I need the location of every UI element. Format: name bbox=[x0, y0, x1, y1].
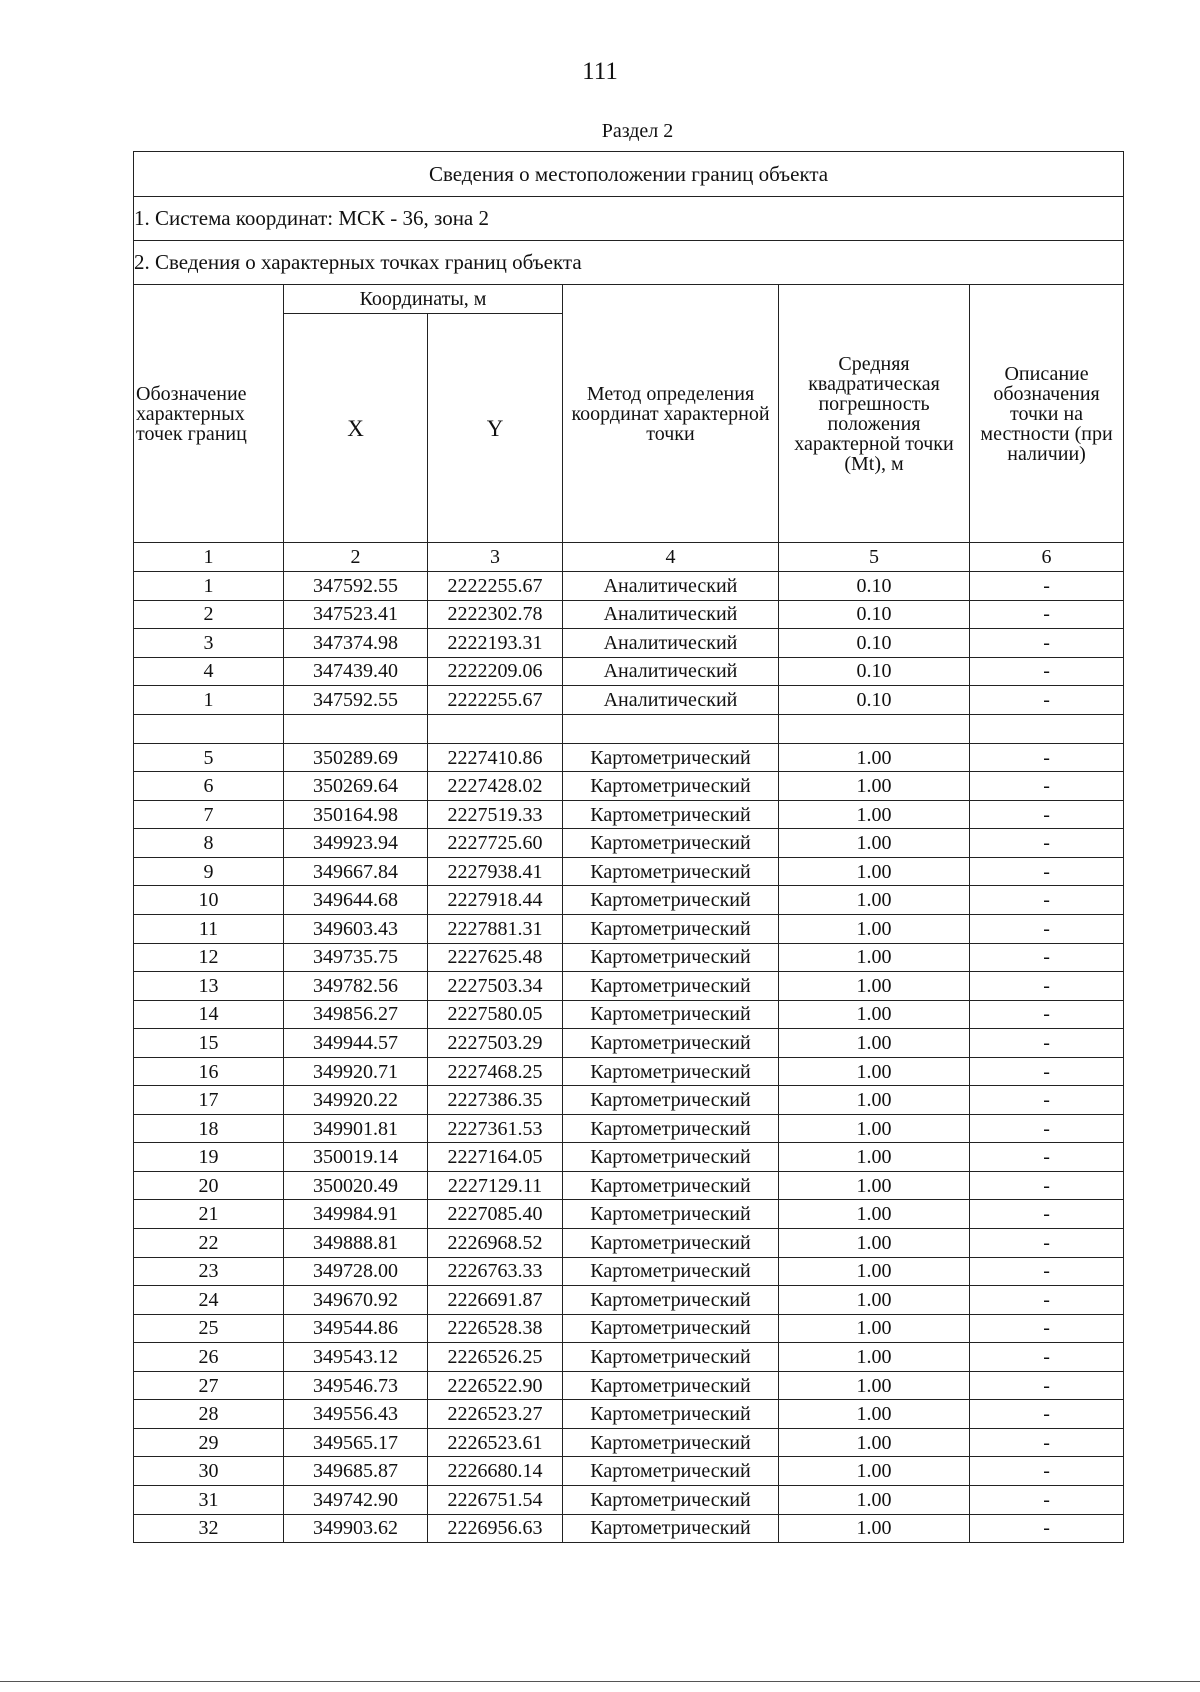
table-row bbox=[134, 800, 1124, 829]
method-cell: Картометрический bbox=[563, 857, 779, 886]
point-number-cell: 24 bbox=[134, 1286, 284, 1315]
description-cell: - bbox=[970, 1485, 1124, 1514]
method-cell: Картометрический bbox=[563, 943, 779, 972]
point-number-cell: 6 bbox=[134, 772, 284, 801]
x-cell: 347592.55 bbox=[284, 686, 428, 715]
error-cell: 1.00 bbox=[779, 1514, 970, 1543]
error-cell: 0.10 bbox=[779, 686, 970, 715]
error-cell: 1.00 bbox=[779, 743, 970, 772]
table-row bbox=[134, 1314, 1124, 1343]
method-cell: Картометрический bbox=[563, 1200, 779, 1229]
y-cell: 2226523.27 bbox=[428, 1400, 563, 1429]
table-row bbox=[134, 1143, 1124, 1172]
method-cell: Картометрический bbox=[563, 1257, 779, 1286]
error-cell: 1.00 bbox=[779, 1057, 970, 1086]
x-cell: 349782.56 bbox=[284, 972, 428, 1001]
x-cell: 350019.14 bbox=[284, 1143, 428, 1172]
empty-cell bbox=[428, 714, 563, 743]
error-cell: 1.00 bbox=[779, 1171, 970, 1200]
x-cell: 349888.81 bbox=[284, 1229, 428, 1258]
error-cell: 1.00 bbox=[779, 1457, 970, 1486]
point-number-cell: 17 bbox=[134, 1086, 284, 1115]
error-cell: 1.00 bbox=[779, 829, 970, 858]
method-cell: Картометрический bbox=[563, 1428, 779, 1457]
x-cell: 347374.98 bbox=[284, 629, 428, 658]
point-number-cell: 13 bbox=[134, 972, 284, 1001]
error-cell: 1.00 bbox=[779, 1286, 970, 1315]
point-number-cell: 8 bbox=[134, 829, 284, 858]
description-cell: - bbox=[970, 1171, 1124, 1200]
x-cell: 349565.17 bbox=[284, 1428, 428, 1457]
y-cell: 2227625.48 bbox=[428, 943, 563, 972]
column-number: 6 bbox=[970, 543, 1124, 572]
error-cell: 1.00 bbox=[779, 1257, 970, 1286]
error-cell: 1.00 bbox=[779, 1400, 970, 1429]
y-cell: 2226528.38 bbox=[428, 1314, 563, 1343]
description-cell: - bbox=[970, 1371, 1124, 1400]
point-number-cell: 27 bbox=[134, 1371, 284, 1400]
error-cell: 1.00 bbox=[779, 1485, 970, 1514]
table-row bbox=[134, 629, 1124, 658]
header-x: X bbox=[284, 314, 428, 543]
table-row bbox=[134, 772, 1124, 801]
x-cell: 349944.57 bbox=[284, 1029, 428, 1058]
x-cell: 349544.86 bbox=[284, 1314, 428, 1343]
point-number-cell: 28 bbox=[134, 1400, 284, 1429]
point-number-cell: 1 bbox=[134, 686, 284, 715]
error-cell: 0.10 bbox=[779, 657, 970, 686]
description-cell: - bbox=[970, 1286, 1124, 1315]
table-row bbox=[134, 686, 1124, 715]
y-cell: 2227580.05 bbox=[428, 1000, 563, 1029]
table-row bbox=[134, 1200, 1124, 1229]
table-row bbox=[134, 1057, 1124, 1086]
error-cell: 1.00 bbox=[779, 1200, 970, 1229]
header-error: Средняя квадратическая погрешность положения характерной точки (Mt), м bbox=[779, 285, 970, 543]
y-cell: 2226522.90 bbox=[428, 1371, 563, 1400]
method-cell: Аналитический bbox=[563, 600, 779, 629]
point-number-cell: 3 bbox=[134, 629, 284, 658]
error-cell: 1.00 bbox=[779, 1086, 970, 1115]
method-cell: Картометрический bbox=[563, 1171, 779, 1200]
description-cell: - bbox=[970, 1343, 1124, 1372]
y-cell: 2222193.31 bbox=[428, 629, 563, 658]
description-cell: - bbox=[970, 1229, 1124, 1258]
description-cell: - bbox=[970, 800, 1124, 829]
description-cell: - bbox=[970, 1457, 1124, 1486]
x-cell: 350289.69 bbox=[284, 743, 428, 772]
description-cell: - bbox=[970, 829, 1124, 858]
x-cell: 349742.90 bbox=[284, 1485, 428, 1514]
point-number-cell: 22 bbox=[134, 1229, 284, 1258]
point-number-cell: 2 bbox=[134, 600, 284, 629]
point-number-cell: 18 bbox=[134, 1114, 284, 1143]
y-cell: 2226680.14 bbox=[428, 1457, 563, 1486]
coordinate-system-line: 1. Система координат: МСК - 36, зона 2 bbox=[134, 197, 1124, 241]
description-cell: - bbox=[970, 1086, 1124, 1115]
y-cell: 2226763.33 bbox=[428, 1257, 563, 1286]
point-number-cell: 25 bbox=[134, 1314, 284, 1343]
x-cell: 349735.75 bbox=[284, 943, 428, 972]
y-cell: 2227725.60 bbox=[428, 829, 563, 858]
x-cell: 349667.84 bbox=[284, 857, 428, 886]
method-cell: Картометрический bbox=[563, 972, 779, 1001]
point-number-cell: 19 bbox=[134, 1143, 284, 1172]
description-cell: - bbox=[970, 886, 1124, 915]
column-number: 4 bbox=[563, 543, 779, 572]
y-cell: 2227164.05 bbox=[428, 1143, 563, 1172]
empty-cell bbox=[563, 714, 779, 743]
table-row bbox=[134, 1229, 1124, 1258]
point-number-cell: 23 bbox=[134, 1257, 284, 1286]
method-cell: Картометрический bbox=[563, 1086, 779, 1115]
table-row bbox=[134, 943, 1124, 972]
header-y: Y bbox=[428, 314, 563, 543]
description-cell: - bbox=[970, 1143, 1124, 1172]
header-coordinates: Координаты, м bbox=[284, 285, 563, 314]
y-cell: 2222302.78 bbox=[428, 600, 563, 629]
method-cell: Картометрический bbox=[563, 1114, 779, 1143]
error-cell: 1.00 bbox=[779, 857, 970, 886]
description-cell: - bbox=[970, 943, 1124, 972]
error-cell: 1.00 bbox=[779, 772, 970, 801]
section-label: Раздел 2 bbox=[601, 120, 674, 142]
y-cell: 2226691.87 bbox=[428, 1286, 563, 1315]
y-cell: 2227428.02 bbox=[428, 772, 563, 801]
x-cell: 349903.62 bbox=[284, 1514, 428, 1543]
x-cell: 349543.12 bbox=[284, 1343, 428, 1372]
y-cell: 2222209.06 bbox=[428, 657, 563, 686]
method-cell: Картометрический bbox=[563, 1143, 779, 1172]
y-cell: 2227361.53 bbox=[428, 1114, 563, 1143]
point-number-cell: 14 bbox=[134, 1000, 284, 1029]
description-cell: - bbox=[970, 1400, 1124, 1429]
x-cell: 349923.94 bbox=[284, 829, 428, 858]
description-cell: - bbox=[970, 1257, 1124, 1286]
x-cell: 349644.68 bbox=[284, 886, 428, 915]
x-cell: 347592.55 bbox=[284, 572, 428, 601]
description-cell: - bbox=[970, 572, 1124, 601]
error-cell: 1.00 bbox=[779, 886, 970, 915]
point-number-cell: 7 bbox=[134, 800, 284, 829]
y-cell: 2227129.11 bbox=[428, 1171, 563, 1200]
description-cell: - bbox=[970, 857, 1124, 886]
table-row bbox=[134, 1428, 1124, 1457]
description-cell: - bbox=[970, 772, 1124, 801]
method-cell: Аналитический bbox=[563, 657, 779, 686]
table-row bbox=[134, 915, 1124, 944]
empty-cell bbox=[970, 714, 1124, 743]
description-cell: - bbox=[970, 1428, 1124, 1457]
table-row bbox=[134, 1485, 1124, 1514]
point-number-cell: 9 bbox=[134, 857, 284, 886]
point-number-cell: 10 bbox=[134, 886, 284, 915]
y-cell: 2226526.25 bbox=[428, 1343, 563, 1372]
error-cell: 1.00 bbox=[779, 943, 970, 972]
column-number: 1 bbox=[134, 543, 284, 572]
table-row bbox=[134, 972, 1124, 1001]
column-number: 5 bbox=[779, 543, 970, 572]
description-cell: - bbox=[970, 629, 1124, 658]
y-cell: 2222255.67 bbox=[428, 686, 563, 715]
point-number-cell: 4 bbox=[134, 657, 284, 686]
y-cell: 2226523.61 bbox=[428, 1428, 563, 1457]
description-cell: - bbox=[970, 1029, 1124, 1058]
table-row bbox=[134, 829, 1124, 858]
method-cell: Картометрический bbox=[563, 1457, 779, 1486]
method-cell: Картометрический bbox=[563, 1057, 779, 1086]
table-row bbox=[134, 1086, 1124, 1115]
table-row bbox=[134, 1286, 1124, 1315]
method-cell: Картометрический bbox=[563, 772, 779, 801]
description-cell: - bbox=[970, 1200, 1124, 1229]
description-cell: - bbox=[970, 657, 1124, 686]
x-cell: 349920.22 bbox=[284, 1086, 428, 1115]
point-number-cell: 26 bbox=[134, 1343, 284, 1372]
error-cell: 1.00 bbox=[779, 972, 970, 1001]
x-cell: 347523.41 bbox=[284, 600, 428, 629]
table-row bbox=[134, 1257, 1124, 1286]
error-cell: 1.00 bbox=[779, 1114, 970, 1143]
error-cell: 1.00 bbox=[779, 1000, 970, 1029]
table-row bbox=[134, 1000, 1124, 1029]
x-cell: 350269.64 bbox=[284, 772, 428, 801]
table-row bbox=[134, 1400, 1124, 1429]
column-number-row bbox=[134, 543, 1124, 572]
y-cell: 2227938.41 bbox=[428, 857, 563, 886]
table-row bbox=[134, 1371, 1124, 1400]
description-cell: - bbox=[970, 1114, 1124, 1143]
point-number-cell: 29 bbox=[134, 1428, 284, 1457]
description-cell: - bbox=[970, 743, 1124, 772]
x-cell: 349728.00 bbox=[284, 1257, 428, 1286]
error-cell: 1.00 bbox=[779, 1029, 970, 1058]
method-cell: Картометрический bbox=[563, 800, 779, 829]
error-cell: 0.10 bbox=[779, 629, 970, 658]
point-number-cell: 31 bbox=[134, 1485, 284, 1514]
table-row bbox=[134, 600, 1124, 629]
method-cell: Картометрический bbox=[563, 1029, 779, 1058]
table-row bbox=[134, 857, 1124, 886]
x-cell: 349603.43 bbox=[284, 915, 428, 944]
empty-cell bbox=[779, 714, 970, 743]
error-cell: 1.00 bbox=[779, 1343, 970, 1372]
table-row bbox=[134, 1171, 1124, 1200]
x-cell: 349685.87 bbox=[284, 1457, 428, 1486]
error-cell: 1.00 bbox=[779, 1371, 970, 1400]
table-row bbox=[134, 572, 1124, 601]
column-number: 3 bbox=[428, 543, 563, 572]
method-cell: Аналитический bbox=[563, 629, 779, 658]
error-cell: 1.00 bbox=[779, 800, 970, 829]
empty-separator-row bbox=[134, 714, 1124, 743]
table-row bbox=[134, 1114, 1124, 1143]
point-number-cell: 32 bbox=[134, 1514, 284, 1543]
empty-cell bbox=[134, 714, 284, 743]
table-row bbox=[134, 657, 1124, 686]
description-cell: - bbox=[970, 915, 1124, 944]
y-cell: 2227410.86 bbox=[428, 743, 563, 772]
method-cell: Картометрический bbox=[563, 743, 779, 772]
column-number: 2 bbox=[284, 543, 428, 572]
y-cell: 2226751.54 bbox=[428, 1485, 563, 1514]
x-cell: 349546.73 bbox=[284, 1371, 428, 1400]
table-row bbox=[134, 743, 1124, 772]
x-cell: 349920.71 bbox=[284, 1057, 428, 1086]
method-cell: Картометрический bbox=[563, 1286, 779, 1315]
error-cell: 1.00 bbox=[779, 1143, 970, 1172]
error-cell: 0.10 bbox=[779, 572, 970, 601]
x-cell: 347439.40 bbox=[284, 657, 428, 686]
description-cell: - bbox=[970, 600, 1124, 629]
method-cell: Картометрический bbox=[563, 1485, 779, 1514]
y-cell: 2227503.34 bbox=[428, 972, 563, 1001]
y-cell: 2227386.35 bbox=[428, 1086, 563, 1115]
x-cell: 349856.27 bbox=[284, 1000, 428, 1029]
description-cell: - bbox=[970, 1314, 1124, 1343]
x-cell: 349984.91 bbox=[284, 1200, 428, 1229]
table-row bbox=[134, 1029, 1124, 1058]
y-cell: 2227503.29 bbox=[428, 1029, 563, 1058]
method-cell: Картометрический bbox=[563, 1371, 779, 1400]
method-cell: Аналитический bbox=[563, 572, 779, 601]
header-description: Описание обозначения точки на местности (при наличии) bbox=[970, 285, 1124, 543]
method-cell: Картометрический bbox=[563, 1514, 779, 1543]
method-cell: Картометрический bbox=[563, 829, 779, 858]
boundary-points-table bbox=[133, 151, 1124, 1543]
x-cell: 349901.81 bbox=[284, 1114, 428, 1143]
method-cell: Картометрический bbox=[563, 915, 779, 944]
table-row bbox=[134, 1343, 1124, 1372]
point-number-cell: 12 bbox=[134, 943, 284, 972]
description-cell: - bbox=[970, 972, 1124, 1001]
point-number-cell: 15 bbox=[134, 1029, 284, 1058]
header-designation: Обозначение характерных точек границ bbox=[134, 285, 284, 543]
point-number-cell: 16 bbox=[134, 1057, 284, 1086]
method-cell: Картометрический bbox=[563, 1000, 779, 1029]
point-number-cell: 30 bbox=[134, 1457, 284, 1486]
points-info-line: 2. Сведения о характерных точках границ объекта bbox=[134, 241, 1124, 285]
table-row bbox=[134, 886, 1124, 915]
y-cell: 2227468.25 bbox=[428, 1057, 563, 1086]
error-cell: 1.00 bbox=[779, 1229, 970, 1258]
footer-rule bbox=[0, 1681, 1200, 1682]
error-cell: 0.10 bbox=[779, 600, 970, 629]
y-cell: 2226956.63 bbox=[428, 1514, 563, 1543]
table-row bbox=[134, 1457, 1124, 1486]
x-cell: 349556.43 bbox=[284, 1400, 428, 1429]
description-cell: - bbox=[970, 686, 1124, 715]
point-number-cell: 5 bbox=[134, 743, 284, 772]
x-cell: 350020.49 bbox=[284, 1171, 428, 1200]
error-cell: 1.00 bbox=[779, 915, 970, 944]
description-cell: - bbox=[970, 1057, 1124, 1086]
point-number-cell: 1 bbox=[134, 572, 284, 601]
point-number-cell: 11 bbox=[134, 915, 284, 944]
y-cell: 2227519.33 bbox=[428, 800, 563, 829]
description-cell: - bbox=[970, 1514, 1124, 1543]
header-method: Метод определения координат характерной точки bbox=[563, 285, 779, 543]
error-cell: 1.00 bbox=[779, 1428, 970, 1457]
y-cell: 2222255.67 bbox=[428, 572, 563, 601]
description-cell: - bbox=[970, 1000, 1124, 1029]
method-cell: Картометрический bbox=[563, 1314, 779, 1343]
y-cell: 2227918.44 bbox=[428, 886, 563, 915]
x-cell: 349670.92 bbox=[284, 1286, 428, 1315]
method-cell: Картометрический bbox=[563, 1229, 779, 1258]
point-number-cell: 21 bbox=[134, 1200, 284, 1229]
table-row bbox=[134, 1514, 1124, 1543]
page-number: 111 bbox=[582, 58, 618, 85]
y-cell: 2226968.52 bbox=[428, 1229, 563, 1258]
table-title: Сведения о местоположении границ объекта bbox=[134, 152, 1124, 197]
empty-cell bbox=[284, 714, 428, 743]
error-cell: 1.00 bbox=[779, 1314, 970, 1343]
x-cell: 350164.98 bbox=[284, 800, 428, 829]
method-cell: Картометрический bbox=[563, 1400, 779, 1429]
y-cell: 2227881.31 bbox=[428, 915, 563, 944]
method-cell: Аналитический bbox=[563, 686, 779, 715]
method-cell: Картометрический bbox=[563, 886, 779, 915]
y-cell: 2227085.40 bbox=[428, 1200, 563, 1229]
method-cell: Картометрический bbox=[563, 1343, 779, 1372]
point-number-cell: 20 bbox=[134, 1171, 284, 1200]
